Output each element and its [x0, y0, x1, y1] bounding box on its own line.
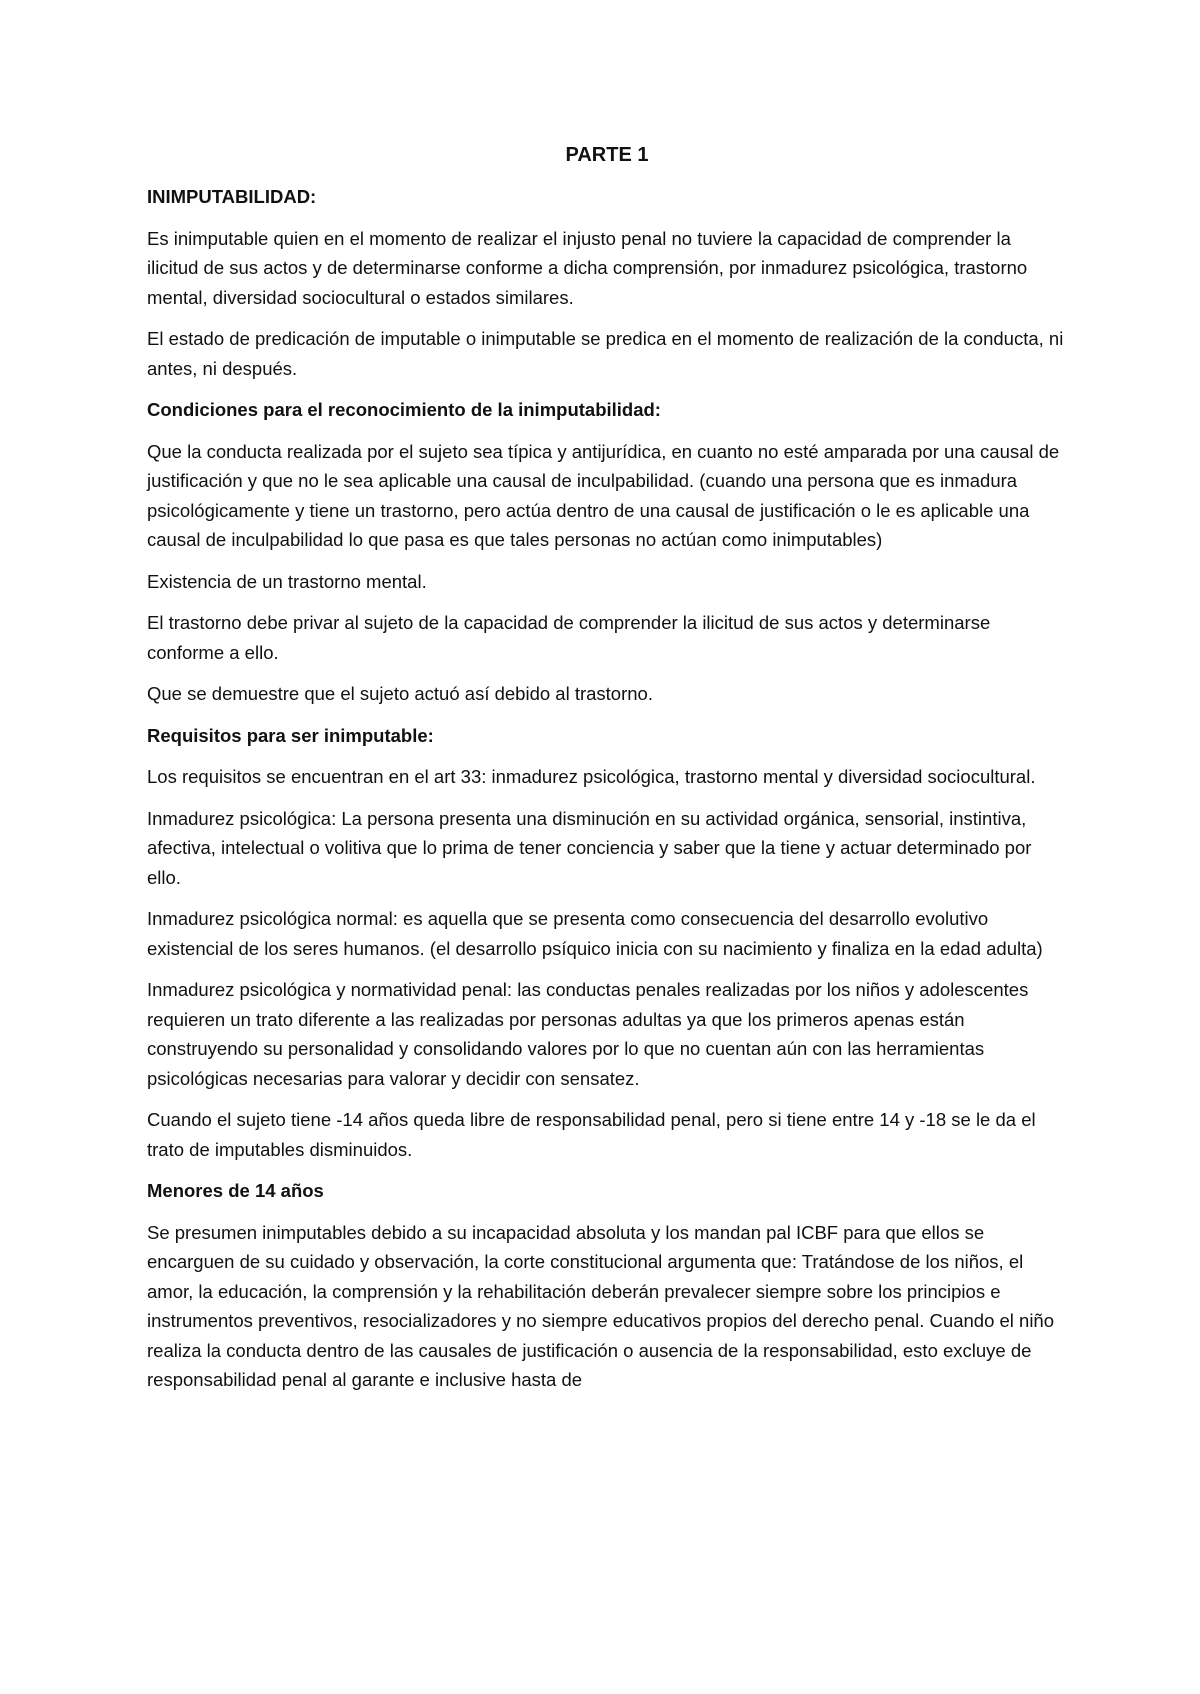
heading-requirements: Requisitos para ser inimputable: — [147, 724, 434, 746]
heading-minors: Menores de 14 años — [147, 1180, 324, 1201]
paragraph-immaturity-penal: Inmadurez psicológica y normatividad penal: las conductas penales realizadas por los niños y adolescentes requieren un trato diferente a las realizadas por personas adultas ya que los primeros apenas están construyendo su personalidad y consolidando valores por lo que no cuentan aún con las herramientas psicológicas necesarias para valorar y decidir con sensatez. — [147, 979, 1029, 1089]
paragraph-condition-4: Que se demuestre que el sujeto actuó así debido al trastorno. — [147, 683, 653, 704]
heading-conditions: Condiciones para el reconocimiento de la inimputabilidad: — [147, 399, 661, 420]
paragraph-condition-2: Existencia de un trastorno mental. — [147, 570, 427, 592]
paragraph-immaturity: Inmadurez psicológica: La persona presenta una disminución en su actividad orgánica, sensorial, instintiva, afectiva, intelectual o volitiva que lo prima de tener conciencia y saber que la tiene y actuar determinado por ello. — [147, 807, 1032, 888]
paragraph-requirements: Los requisitos se encuentran en el art 33: inmadurez psicológica, trastorno mental y diversidad sociocultural. — [147, 766, 1036, 787]
page-title: PARTE 1 — [565, 144, 649, 166]
paragraph-condition-3: El trastorno debe privar al sujeto de la capacidad de comprender la ilicitud de sus actos y determinarse conforme a ello. — [147, 612, 991, 663]
document-page — [147, 140, 1067, 1407]
paragraph-minors: Se presumen inimputables debido a su incapacidad absoluta y los mandan pal ICBF para que ellos se encarguen de su cuidado y observación, la corte constitucional argumenta que: Tratándose de los niños, el amor, la educación, la comprensión y la rehabilitación deberán prevalecer siempre sobre los principios e instrumentos preventivos, resocializadores y no siempre educativos propios del derecho penal. Cuando el niño realiza la conducta dentro de las causales de justificación o ausencia de la responsabilidad, esto excluye de responsabilidad penal al garante e inclusive hasta de — [147, 1221, 1055, 1390]
paragraph-condition-1: Que la conducta realizada por el sujeto sea típica y antijurídica, en cuanto no esté amparada por una causal de justificación y que no le sea aplicable una causal de inculpabilidad. (cuando una persona que es inmadura psicológicamente y tiene un trastorno, pero actúa dentro de una causal de justificación o le es aplicable una causal de inculpabilidad lo que pasa es que tales personas no actúan como inimputables) — [147, 440, 1060, 550]
paragraph-normal-immaturity: Inmadurez psicológica normal: es aquella que se presenta como consecuencia del desarrollo evolutivo existencial de los seres humanos. (el desarrollo psíquico inicia con su nacimiento y finaliza en la edad adulta) — [147, 908, 1043, 959]
paragraph-definition: Es inimputable quien en el momento de realizar el injusto penal no tuviere la capacidad de comprender la ilicitud de sus actos y de determinarse conforme a dicha comprensión, por inmadurez psicológica, trastorno mental, diversidad sociocultural o estados similares. — [147, 227, 1028, 308]
paragraph-age-responsibility: Cuando el sujeto tiene -14 años queda libre de responsabilidad penal, pero si tiene entre 14 y -18 se le da el trato de imputables disminuidos. — [147, 1109, 1036, 1160]
paragraph-predication: El estado de predicación de imputable o inimputable se predica en el momento de realización de la conducta, ni antes, ni después. — [147, 328, 1064, 379]
heading-inimputabilidad: INIMPUTABILIDAD: — [147, 186, 317, 207]
